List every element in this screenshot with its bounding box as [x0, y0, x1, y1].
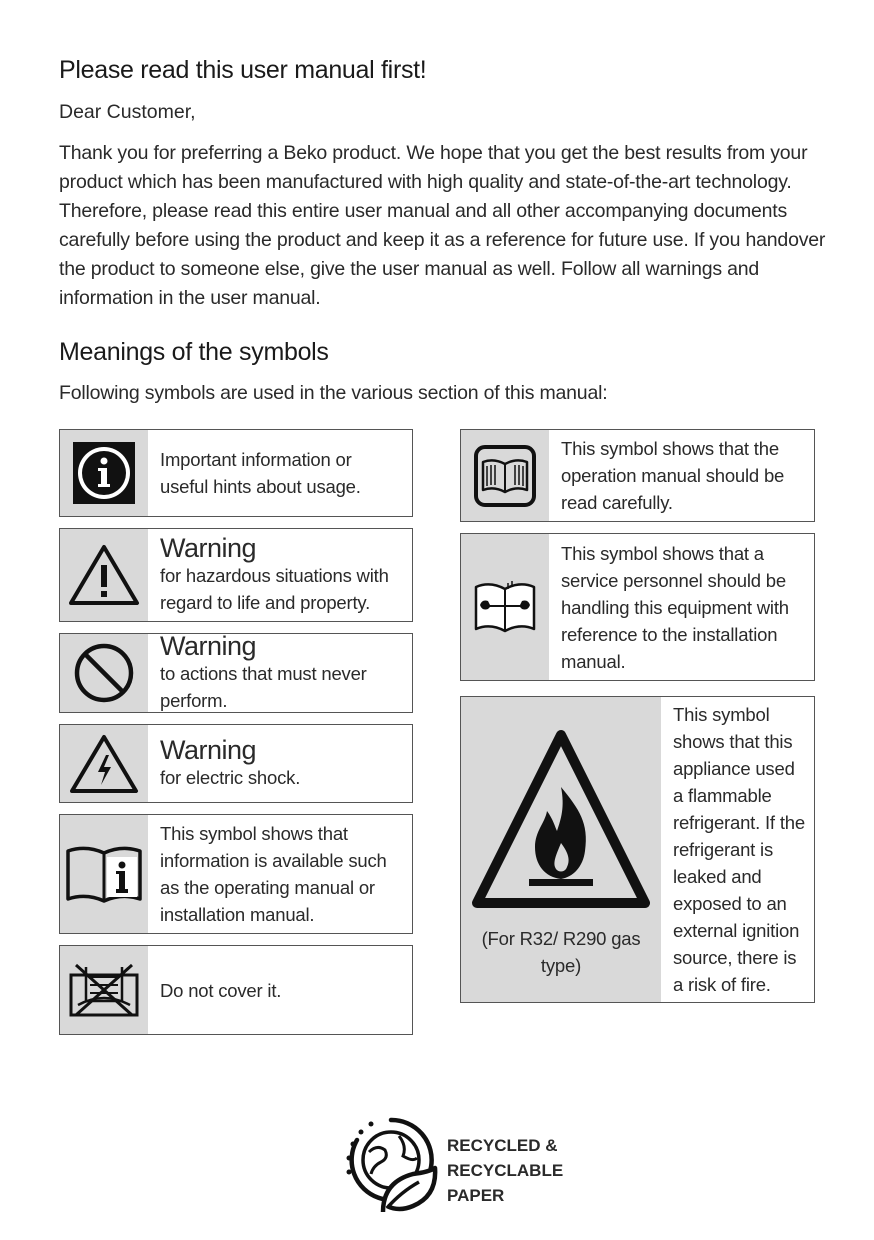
manual-info-icon — [64, 843, 144, 905]
symbol-card-electric-shock — [59, 724, 413, 803]
info-icon — [73, 442, 135, 504]
symbol-card-flammable — [460, 696, 815, 1003]
warning-word: Warning — [160, 532, 257, 563]
electric-shock-icon — [69, 733, 139, 795]
recycle-text-line: RECYCLABLE — [447, 1161, 564, 1180]
do-not-cover-icon — [68, 961, 140, 1019]
symbol-text: for electric shock. — [160, 766, 301, 788]
symbol-card-manual-info — [59, 814, 413, 934]
gas-type-caption: (For R32/ R290 gas type) — [481, 928, 641, 976]
flammable-icon — [471, 727, 651, 917]
warning-word: Warning — [160, 734, 257, 765]
read-manual-icon — [473, 444, 537, 508]
page-title: Please read this user manual first! — [59, 56, 427, 84]
symbol-card-info — [59, 429, 413, 517]
symbol-card-warning-hazard — [59, 528, 413, 622]
section-lead: Following symbols are used in the various section of this manual: — [59, 382, 608, 404]
symbol-text: Important information or useful hints about usage. — [160, 449, 361, 497]
recycle-text-line: RECYCLED & — [447, 1136, 558, 1155]
recycle-text-line: PAPER — [447, 1186, 505, 1205]
symbol-text: to actions that must never perform. — [160, 662, 367, 711]
intro-paragraph: Thank you for preferring a Beko product. We hope that you get the best results from your product which has been manufactured with high quality and state-of-the-art technology. Therefore, please read this entire user manual and all other accompanying documents carefully before using the product and keep it as a reference for future use. If you handover the product to someone else, give the user manual as well. Follow all warnings and information in the user manual. — [59, 142, 826, 309]
symbol-card-service-manual — [460, 533, 815, 681]
symbol-text: This symbol shows that the operation manual should be read carefully. — [561, 438, 785, 513]
warning-word: Warning — [160, 630, 257, 661]
warning-triangle-icon — [68, 543, 140, 607]
prohibition-icon — [73, 642, 135, 704]
symbol-text: This symbol shows that a service personnel should be handling this equipment with reference to the installation manual. — [561, 542, 789, 672]
symbol-card-do-not-cover — [59, 945, 413, 1035]
symbol-text: Do not cover it. — [160, 979, 282, 1001]
symbol-card-read-manual — [460, 429, 815, 522]
symbol-text: This symbol shows that this appliance used a flammable refrigerant. If the refrigerant is leaked and exposed to an external ignition source, there is a risk of fire. — [673, 704, 805, 995]
symbol-card-prohibited — [59, 630, 413, 713]
recycle-mark — [343, 1112, 563, 1222]
symbol-text: for hazardous situations with regard to life and property. — [160, 564, 389, 613]
section-title: Meanings of the symbols — [59, 338, 329, 366]
symbol-text: This symbol shows that information is available such as the operating manual or installation manual. — [160, 823, 387, 925]
recycled-paper-icon — [343, 1112, 439, 1222]
service-manual-icon — [472, 577, 538, 637]
greeting: Dear Customer, — [59, 101, 196, 123]
